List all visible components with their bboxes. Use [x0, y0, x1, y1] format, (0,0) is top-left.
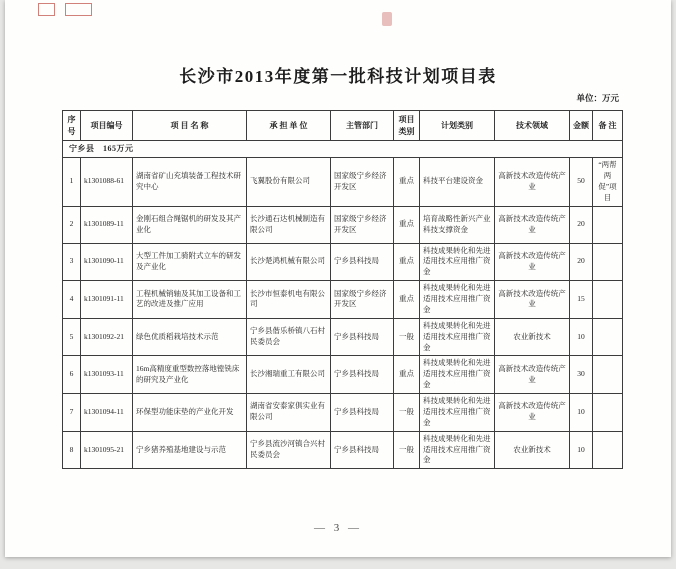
cell-dept: 宁乡县科技局: [331, 318, 394, 356]
cell-name: 环保型功能床垫的产业化开发: [133, 394, 247, 432]
cell-org: 长沙湘瑞重工有限公司: [247, 356, 331, 394]
cell-field: 高新技术改造传统产业: [495, 206, 570, 243]
cell-plan: 科技成果转化和先进适用技术应用推广资金: [420, 243, 495, 281]
cell-plan: 科技成果转化和先进适用技术应用推广资金: [420, 394, 495, 432]
cell-dept: 宁乡县科技局: [331, 243, 394, 281]
cell-plan: 科技平台建设资金: [420, 158, 495, 207]
red-annotation-mark: [38, 3, 55, 16]
document-title: 长沙市2013年度第一批科技计划项目表: [179, 67, 497, 86]
cell-category: 一般: [394, 431, 420, 469]
cell-name: 湖南省矿山充填装备工程技术研究中心: [133, 158, 247, 207]
cell-plan: 科技成果转化和先进适用技术应用推广资金: [420, 431, 495, 469]
cell-category: 重点: [394, 356, 420, 394]
cell-note: [593, 394, 623, 432]
cell-category: 重点: [394, 158, 420, 207]
table-row: [63, 281, 623, 319]
cell-amount: 20: [570, 206, 593, 243]
cell-dept: 宁乡县科技局: [331, 356, 394, 394]
cell-note: [593, 206, 623, 243]
cell-field: 农业新技术: [495, 318, 570, 356]
cell-dept: 国家级宁乡经济开发区: [331, 206, 394, 243]
cell-code: k1301088-61: [81, 158, 133, 207]
cell-dept: 国家级宁乡经济开发区: [331, 158, 394, 207]
cell-code: k1301093-11: [81, 356, 133, 394]
cell-seq: 7: [63, 394, 81, 432]
cell-dept: 国家级宁乡经济开发区: [331, 281, 394, 319]
cell-org: 宁乡县流沙河镇合兴村民委员会: [247, 431, 331, 469]
cell-seq: 3: [63, 243, 81, 281]
cell-category: 重点: [394, 281, 420, 319]
cell-plan: 培育战略性新兴产业科技支撑资金: [420, 206, 495, 243]
cell-code: k1301089-11: [81, 206, 133, 243]
cell-name: 宁乡猪养殖基地建设与示范: [133, 431, 247, 469]
cell-field: 高新技术改造传统产业: [495, 356, 570, 394]
cell-code: k1301094-11: [81, 394, 133, 432]
cell-org: 湖南省安泰家俱实业有限公司: [247, 394, 331, 432]
header-seq: 序号: [63, 111, 81, 141]
cell-note: [593, 431, 623, 469]
cell-plan: 科技成果转化和先进适用技术应用推广资金: [420, 318, 495, 356]
cell-amount: 50: [570, 158, 593, 207]
group-header-row: [63, 141, 623, 158]
project-table: [62, 110, 623, 469]
table-row: [63, 431, 623, 469]
cell-field: 高新技术改造传统产业: [495, 281, 570, 319]
red-annotation-mark: [65, 3, 92, 16]
header-name: 项 目 名 称: [133, 111, 247, 141]
cell-field: 农业新技术: [495, 431, 570, 469]
table-row: [63, 394, 623, 432]
table-row: [63, 158, 623, 207]
cell-field: 高新技术改造传统产业: [495, 394, 570, 432]
cell-note: [593, 318, 623, 356]
header-field: 技术领域: [495, 111, 570, 141]
cell-name: 工程机械销轴及其加工设备和工艺的改进及推广应用: [133, 281, 247, 319]
cell-name: 16m高精度重型数控落地镗铣床的研究及产业化: [133, 356, 247, 394]
cell-dept: 宁乡县科技局: [331, 431, 394, 469]
table-body: [63, 158, 623, 469]
cell-seq: 1: [63, 158, 81, 207]
cell-code: k1301092-21: [81, 318, 133, 356]
cell-amount: 10: [570, 431, 593, 469]
cell-seq: 5: [63, 318, 81, 356]
table-row: [63, 356, 623, 394]
unit-note: 单位：万元: [576, 93, 619, 103]
red-annotation-mark: [382, 12, 392, 26]
header-amount: 金额: [570, 111, 593, 141]
cell-note: [593, 281, 623, 319]
cell-plan: 科技成果转化和先进适用技术应用推广资金: [420, 281, 495, 319]
cell-seq: 4: [63, 281, 81, 319]
cell-org: 长沙通石达机械制造有限公司: [247, 206, 331, 243]
cell-seq: 2: [63, 206, 81, 243]
group-header-label: 宁乡县 165万元: [63, 141, 623, 158]
cell-name: 金刚石组合绳锯机的研发及其产业化: [133, 206, 247, 243]
scanned-page: [5, 0, 671, 557]
cell-amount: 20: [570, 243, 593, 281]
header-note: 备 注: [593, 111, 623, 141]
cell-name: 绿色优质稻栽培技术示范: [133, 318, 247, 356]
cell-plan: 科技成果转化和先进适用技术应用推广资金: [420, 356, 495, 394]
cell-category: 重点: [394, 243, 420, 281]
cell-amount: 30: [570, 356, 593, 394]
header-dept: 主管部门: [331, 111, 394, 141]
table-row: [63, 206, 623, 243]
cell-name: 大型工件加工骑附式立车的研发及产业化: [133, 243, 247, 281]
cell-org: 长沙市恒泰机电有限公司: [247, 281, 331, 319]
cell-seq: 8: [63, 431, 81, 469]
header-org: 承 担 单 位: [247, 111, 331, 141]
page-number: — 3 —: [314, 522, 362, 534]
cell-code: k1301090-11: [81, 243, 133, 281]
cell-org: 长沙楚鸿机械有限公司: [247, 243, 331, 281]
header-category: 项目类别: [394, 111, 420, 141]
cell-category: 一般: [394, 394, 420, 432]
cell-category: 重点: [394, 206, 420, 243]
cell-amount: 10: [570, 394, 593, 432]
cell-code: k1301095-21: [81, 431, 133, 469]
cell-org: 飞翼股份有限公司: [247, 158, 331, 207]
cell-amount: 10: [570, 318, 593, 356]
cell-field: 高新技术改造传统产业: [495, 158, 570, 207]
cell-field: 高新技术改造传统产业: [495, 243, 570, 281]
cell-seq: 6: [63, 356, 81, 394]
header-plan: 计划类别: [420, 111, 495, 141]
cell-note: “两帮两促”项目: [593, 158, 623, 207]
table-row: [63, 243, 623, 281]
cell-note: [593, 243, 623, 281]
cell-amount: 15: [570, 281, 593, 319]
header-code: 项目编号: [81, 111, 133, 141]
cell-dept: 宁乡县科技局: [331, 394, 394, 432]
cell-org: 宁乡县偕乐桥镇八石村民委员会: [247, 318, 331, 356]
table-row: [63, 318, 623, 356]
cell-code: k1301091-11: [81, 281, 133, 319]
cell-category: 一般: [394, 318, 420, 356]
cell-note: [593, 356, 623, 394]
table-header-row: [63, 111, 623, 141]
